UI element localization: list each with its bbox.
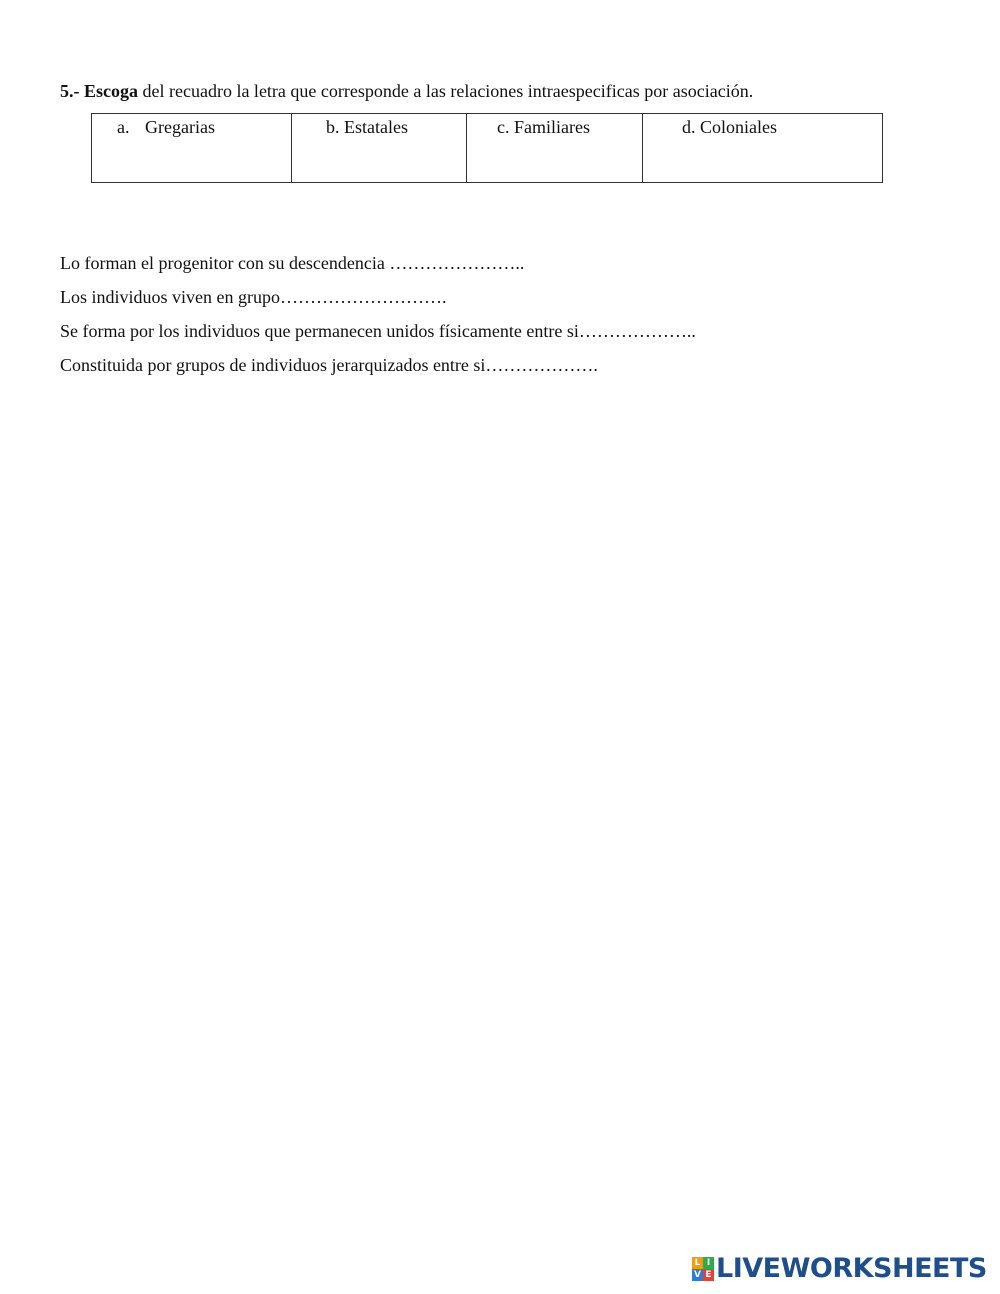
option-b-label: b. Estatales: [326, 117, 408, 137]
liveworksheets-brand: [692, 1255, 987, 1283]
option-a-label: Gregarias: [145, 117, 215, 137]
question-keyword: Escoga: [84, 81, 138, 101]
option-d-label: d. Coloniales: [682, 117, 777, 137]
statement-3[interactable]: Se forma por los individuos que permanecen unidos físicamente entre si………………..: [60, 321, 696, 341]
option-d-cell: [643, 114, 882, 182]
logo-letter-e: E: [703, 1269, 714, 1281]
liveworksheets-logo-icon: [692, 1257, 714, 1281]
statement-2[interactable]: Los individuos viven en grupo……………………….: [60, 287, 447, 307]
logo-letter-i: I: [703, 1257, 714, 1269]
option-a-letter: a.: [117, 117, 130, 137]
question-prompt: [60, 80, 753, 102]
question-text: del recuadro la letra que corresponde a las relaciones intraespecificas por asociación.: [142, 81, 754, 101]
statement-1[interactable]: Lo forman el progenitor con su descendencia …………………..: [60, 253, 525, 273]
option-b-cell: [292, 114, 467, 182]
brand-name: LIVEWORKSHEETS: [716, 1253, 987, 1284]
options-table: [91, 113, 883, 183]
logo-letter-v: V: [692, 1269, 703, 1281]
option-c-cell: [467, 114, 643, 182]
option-c-label: c. Familiares: [497, 117, 590, 137]
option-a-cell: [92, 114, 292, 182]
statements-list: [60, 252, 696, 388]
logo-letter-l: L: [692, 1257, 703, 1269]
statement-4[interactable]: Constituida por grupos de individuos jerarquizados entre si……………….: [60, 355, 598, 375]
question-number: 5.-: [60, 81, 80, 101]
